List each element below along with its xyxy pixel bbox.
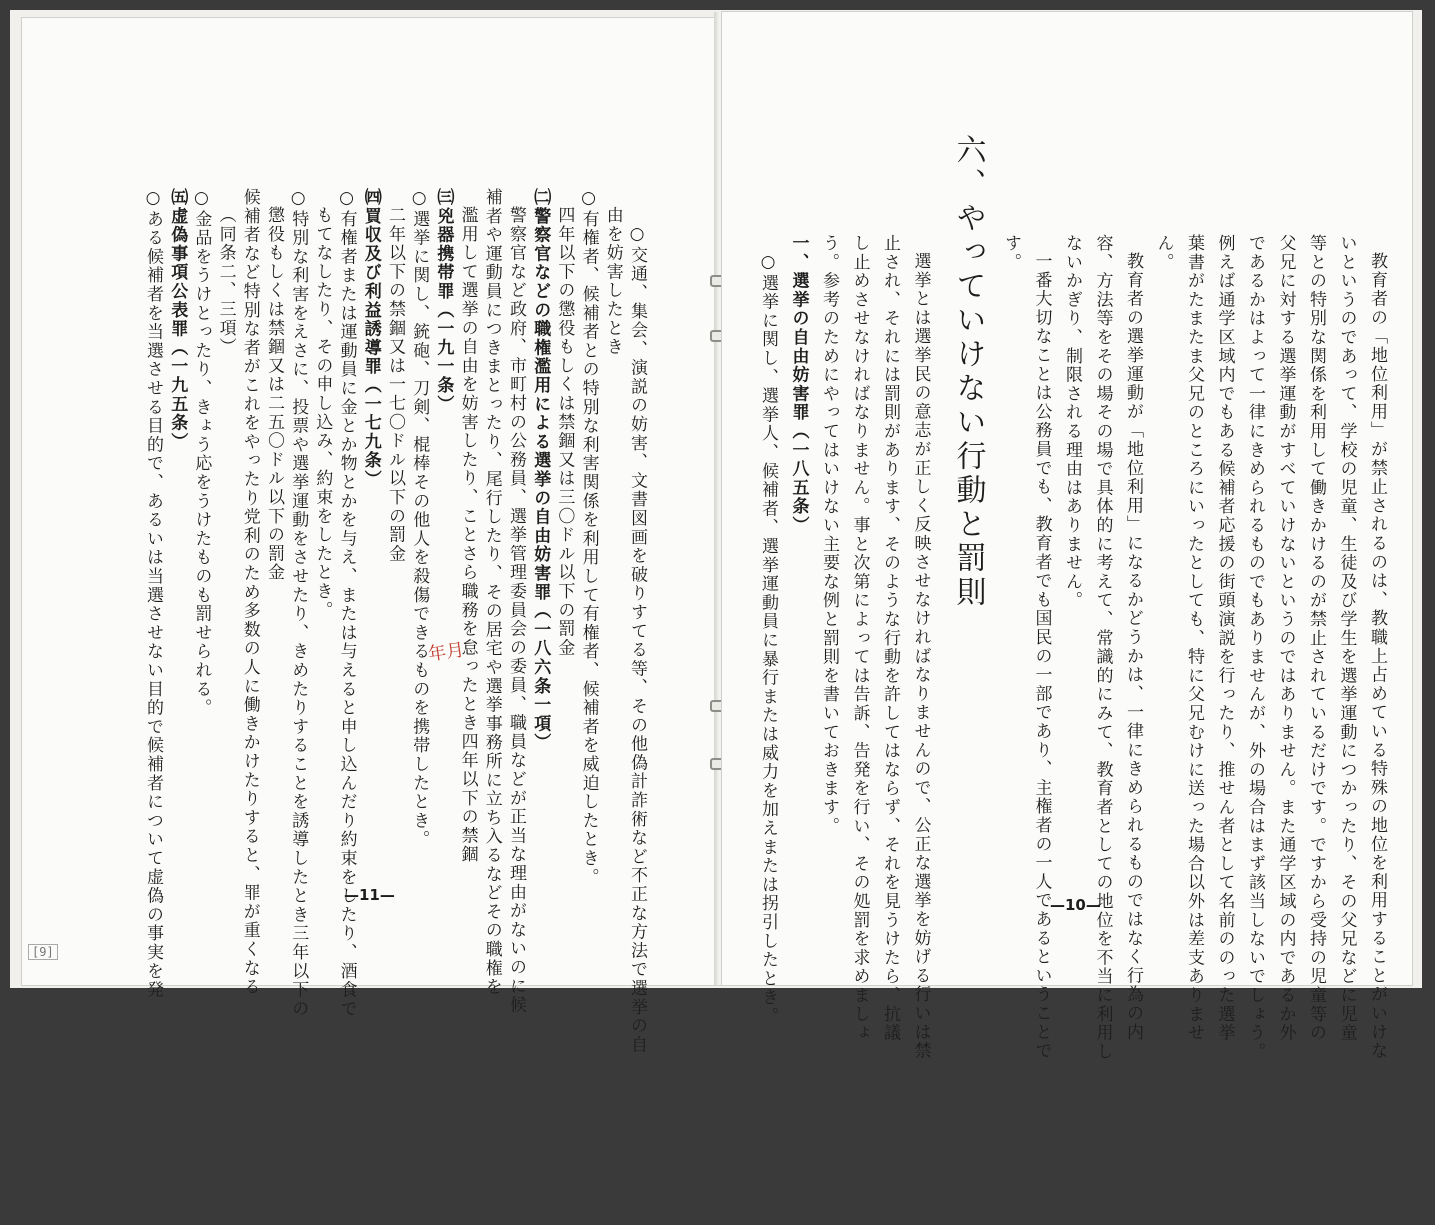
text-column: 二年以下の禁錮又は一七〇ドル以下の罰金 [385, 206, 405, 564]
text-column: 例えば通学区域内でもある候補者応援の街頭演説を行ったり、推せん者として名前ののった選挙 [1214, 234, 1235, 1043]
text-column: す。 [1001, 234, 1021, 272]
text-column: ○選挙に関し、選挙人、候補者、選挙運動員に暴行または威力を加えまたは拐引したとき。 [758, 252, 778, 1026]
subsection-heading: ㈡警察官などの職権濫用による選挙の自由妨害罪（一八六条一項） [530, 188, 551, 752]
text-column: ○選挙に関し、銃砲、刀剣、棍棒その他人を殺傷できるものを携帯したとき。 [409, 188, 430, 849]
text-column: 濫用して選挙の自由を妨害したり、ことさら職務を怠ったとき四年以下の禁錮 [457, 206, 478, 864]
text-column: ん。 [1153, 234, 1174, 272]
text-column: もてなしたり、その申し込み、約束をしたとき。 [312, 206, 333, 620]
archive-label: [9] [28, 944, 58, 960]
text-column: ○有権者または運動員に金とか物とかを与え、または与えると申し込んだり約束をしたり、酒食で [336, 188, 357, 1019]
text-column: 教育者の選挙運動が「地位利用」になるかどうかは、一律にきめられるものではなく行為の内 [1123, 252, 1143, 1042]
handwritten-red-note: 年月 [426, 639, 466, 666]
subsection-heading: ㈢兇器携帯罪（一九一条） [433, 188, 454, 414]
text-column: ○金品をうけとったり、きょう応をうけたものも罰せられる。 [191, 188, 212, 718]
text-column: 懲役もしくは禁錮又は二五〇ドル以下の罰金 [264, 206, 284, 582]
page-10 [722, 12, 1412, 1062]
text-column: ないかぎり、制限される理由はありません。 [1062, 234, 1082, 610]
text-column: 候補者など特別な者がこれをやったり党利のため多数の人に働きかけたりすると、罪が重くなる [239, 188, 260, 997]
text-column: 警察官など政府、市町村の公務員、選挙管理委員会の委員、職員などが正当な理由がないのに候 [506, 206, 526, 1015]
text-column: 一番大切なことは公務員でも、教育者でも国民の一部であり、主権者の一人であるということで [1031, 252, 1052, 1061]
text-column: （同条二、三項） [215, 206, 236, 357]
text-column: 容、方法等をその場その場で具体的に考えて、常識的にみて、教育者としての地位を不当に利用し [1092, 234, 1113, 1062]
text-column: ○交通、集会、演説の妨害、文書図画を破りすてる等、その他偽計詐術など不正な方法で選挙の自 [627, 224, 647, 1055]
subsection-heading: ㈤虚偽事項公表罪（一九五条） [167, 188, 188, 452]
page-number-10: —10— [1050, 896, 1101, 914]
text-column: 由を妨害したとき [602, 206, 623, 357]
text-column: 止され、それには罰則があります、そのような行動を許してはならず、それを見うけたら、抗議 [880, 234, 900, 1043]
text-column: 等との特別な関係を利用して働きかけるのが禁止されているだけです。ですから受持の児童等の [1306, 234, 1326, 1043]
text-column: 教育者の「地位利用」が禁止されるのは、教職上占めている特殊の地位を利用することがいけな [1367, 252, 1387, 1061]
text-column: ○ある候補者を当選させる目的で、あるいは当選させない目的で候補者について虚偽の事実を発 [143, 188, 163, 1000]
subsection-heading: 一、選挙の自由妨害罪（一八五条） [788, 234, 809, 535]
page-number-11: —11— [344, 886, 395, 904]
section-heading: 六、やっていけない行動と罰則 [950, 134, 986, 610]
subsection-heading: ㈣買収及び利益誘導罪（一七九条） [360, 188, 381, 489]
text-column: 選挙とは選挙民の意志が正しく反映させなければなりませんので、公正な選挙を妨げる行いは禁 [910, 252, 931, 1061]
text-column: ○有権者、候補者との特別な利害関係を利用して有権者、候補者を威迫したとき。 [578, 188, 599, 887]
text-column: 四年以下の懲役もしくは禁錮又は三〇ドル以下の罰金 [554, 206, 575, 658]
text-column: し止めさせなければなりません。事と次第によっては告訴、告発を行い、その処罰を求めましょ [849, 234, 870, 1043]
text-column: う。参考のためにやってはいけない主要な例と罰則を書いておきます。 [819, 234, 839, 836]
text-column: 補者や運動員につきまとったり、尾行したり、その居宅や選挙事務所に立ち入るなどその職権を [481, 188, 502, 997]
page-11 [22, 18, 720, 1055]
text-column: 父兄に対する選挙運動がすべていけないというのではありません。また通学区域の内であるか外 [1275, 234, 1296, 1043]
text-column: ○特別な利害をえさに、投票や選挙運動をさせたり、きめたりすることを誘導したとき三年以下の [288, 188, 309, 1019]
text-column: であるかはよって一律にきめられるものでもありませんが、外の場合はまず該当しないでしょう。 [1245, 234, 1265, 1062]
text-column: いというのであって、学校の児童、生徒及び学生を選挙運動につかったり、その父兄などに児童 [1336, 234, 1357, 1043]
text-column: 葉書がたまたま父兄のところにいったとしても、特に父兄むけに送った場合以外は差支ありませ [1184, 234, 1204, 1043]
